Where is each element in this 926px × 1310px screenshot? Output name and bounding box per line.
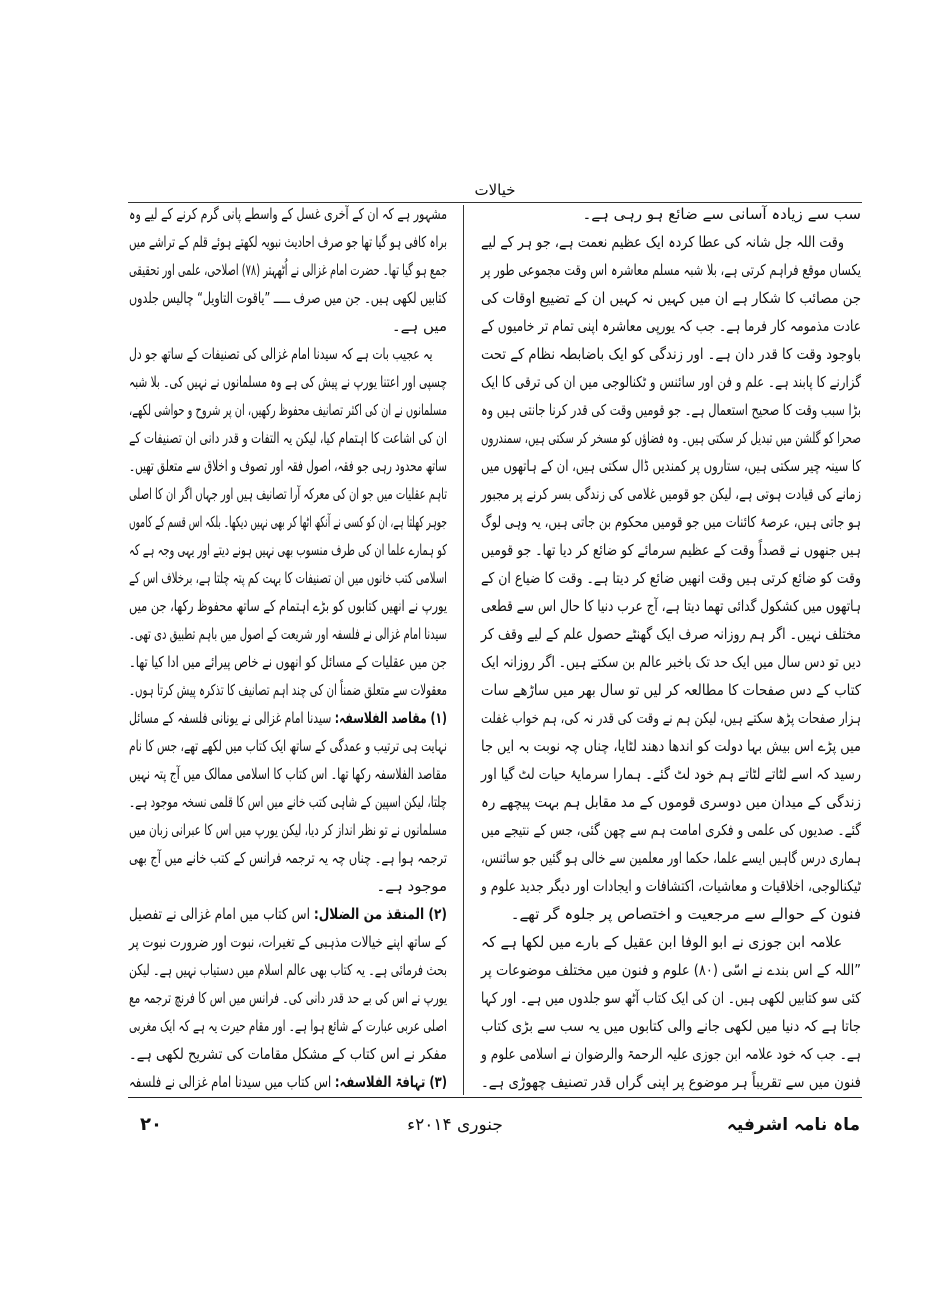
text-line: براہ کافی ہو گیا تھا جو صرف احادیث نبویہ لکھتے ہوئے قلم کے تراشے میں [129,233,448,251]
text-line: جوہر کھلتا ہے، ان کو کسی نے آنکھ اٹھا کر بھی نہیں دیکھا۔ بلکہ اس قسم کے کاموں [129,513,447,531]
text-line: معقولات سے متعلق ضمناً ان کی چند اہم تصانیف کا تذکرہ پیش کرتا ہوں۔ [128,681,447,699]
section-heading: (۳) تہافۃ الفلاسفہ: [334,1073,447,1091]
text-line: ہے۔ جب کہ خود علامہ ابن جوزی علیہ الرحمۃ والرضوان نے اسلامی علوم و [481,1045,861,1063]
text-line: زندگی کے میدان میں دوسری قوموں کے مد مقابل ہم بہت پیچھے رہ [481,793,861,811]
text-line: مقاصد الفلاسفہ رکھا تھا۔ اس کتاب کا اسلامی ممالک میں آج پتہ نہیں [129,765,447,783]
text-line: مسلمانوں نے ان کی اکثر تصانیف محفوظ رکھیں، ان پر شروح و حواشی لکھے، [128,401,447,419]
text-line: بڑا سبب وقت کا صحیح استعمال ہے۔ جو قومیں وقت کی قدر کرنا جانتی ہیں وہ [481,401,861,419]
section-heading: (۲) المنقذ من الضلال: [313,905,447,923]
text-line: بحث فرمائی ہے۔ یہ کتاب بھی عالم اسلام میں دستیاب نہیں ہے۔ لیکن [128,961,447,979]
text-line: علامہ ابن جوزی نے ابو الوفا ابن عقیل کے بارے میں لکھا ہے کہ [481,933,843,951]
page-number: ۲۰ [140,1114,162,1135]
text-line: ہاتھوں میں کشکول گدائی تھما دیتا ہے، آج عرب دنیا کا حال اس سے قطعی [481,597,861,615]
text-line: کتاب کے دس صفحات کا مطالعہ کر لیں تو سال بھر میں ساڑھے سات [481,681,861,699]
text-line: ساتھ محدود رہی جو فقہ، اصول فقہ اور تصوف و اخلاق سے متعلق تھیں۔ [129,457,447,475]
text-line: چسپی اور اعتنا یورپ نے پیش کی ہے وہ مسلمانوں نے نہیں کی۔ بلا شبہ [129,373,447,391]
text-line: ہزار صفحات پڑھ سکتے ہیں، لیکن ہم نے وقت کی قدر نہ کی، ہم خواب غفلت [481,709,861,727]
text-line-body: سیدنا امام غزالی نے یونانی فلسفہ کے مسائل [129,709,332,727]
text-line: اصلی عربی عبارت کے شائع ہوا ہے۔ اور مقام حیرت یہ ہے کہ ایک مغربی [129,1017,447,1035]
text-line: وقت اللہ جل شانہ کی عطا کردہ ایک عظیم نعمت ہے، جو ہر کے لیے [481,233,845,251]
text-line: کئی سو کتابیں لکھی ہیں۔ ان کی ایک کتاب آٹھ سو جلدوں میں ہے۔ اور کہا [481,989,861,1007]
text-line: باوجود وقت کا قدر دان ہے۔ اور زندگی کو ایک باضابطہ نظام کے تحت [481,345,861,363]
text-line: میں پڑے اس بیش بہا دولت کو اندھا دھند لٹایا، چناں چہ نوبت بہ ایں جا [480,737,861,755]
section-heading-line [129,1068,447,1096]
text-line: ٹیکنالوجی، اخلاقیات و معاشیات، اکتشافات و ایجادات اور دیگر جدید علوم و [481,877,861,895]
text-line: جن میں عقلیات کے مسائل کو انھوں نے خاص پیرائے میں ادا کیا تھا۔ [129,653,447,671]
text-line: فنون کے حوالے سے مرجعیت و اختصاص پر جلوہ گر تھے۔ [510,905,861,923]
text-line: کتابیں لکھی ہیں۔ جن میں صرف ـــــ ”یاقوت التاویل“ چالیس جلدوں [129,289,447,307]
text-line: ان کی اشاعت کا اہتمام کیا، لیکن یہ التفات و قدر دانی ان تصنیفات کے [129,429,447,447]
text-line: نہایت ہی ترتیب و عمدگی کے ساتھ ایک کتاب میں لکھے تھے، جس کا نام [129,737,447,755]
text-line: اسلامی کتب خانوں میں ان تصنیفات کا بہت کم پتہ چلتا ہے، برخلاف اس کے [129,569,447,587]
text-line: رسید کہ اسے لٹاتے لٹاتے ہم خود لٹ گئے۔ ہمارا سرمایۂ حیات لٹ گیا اور [481,765,861,783]
text-line: ہو جاتی ہیں، عرصۂ کائنات میں جو قومیں محکوم بن جاتی ہیں، یہ وہی لوگ [481,513,861,531]
text-line: زمانے کی قیادت ہوتی ہے، لیکن جو قومیں غلامی کی زندگی بسر کرنے پر مجبور [481,485,861,503]
text-line: گئے۔ صدیوں کی علمی و فکری امامت ہم سے چھن گئی، جس کے نتیجے میں [481,821,861,839]
right-column [481,200,861,1096]
text-line: ”اللہ کے اس بندے نے اسّی (۸۰) علوم و فنون میں مختلف موضوعات پر [481,961,861,979]
text-line: ہماری درس گاہیں ایسے علما، حکما اور معلمین سے خالی ہو گئیں جو سائنس، [481,849,861,867]
section-heading-line [129,900,447,928]
text-line: گزارنے کا پابند ہے۔ علم و فن اور سائنس و ٹکنالوجی میں ان کی ترقی کا ایک [481,373,861,391]
text-line: جن مصائب کا شکار ہے ان میں کہیں نہ کہیں ان کے تضییع اوقات کی [481,289,861,307]
section-heading: (۱) مقاصد الفلاسفہ: [334,709,447,727]
text-line: تاہم عقلیات میں جو ان کی معرکہ آرا تصانیف ہیں اور جہاں اگر ان کا اصلی [129,485,447,503]
text-line: وقت کو ضائع کرتی ہیں وقت انھیں ضائع کر دیتا ہے۔ وقت کا ضیاع ان کے [481,569,861,587]
text-line: سیدنا امام غزالی نے فلسفہ اور شریعت کے اصول میں باہم تطبیق دی تھی۔ [129,625,447,643]
text-line: یورپ نے اس کی بے حد قدر دانی کی۔ فرانس میں اس کا فرنچ ترجمہ مع [129,989,447,1007]
text-line: یورپ نے انھیں کتابوں کو بڑے اہتمام کے ساتھ محفوظ رکھا، جن میں [129,597,448,615]
text-line: مختلف نہیں۔ اگر ہم روزانہ صرف ایک گھنٹے حصول علم کے لیے وقف کر [481,625,861,643]
section-heading-line [129,704,447,732]
text-line: کے ساتھ اپنے خیالات مذہبی کے تغیرات، نبوت اور ضرورت نبوت پر [129,933,447,951]
text-line: مسلمانوں نے تو نظر انداز کر دیا، لیکن یورپ میں اس کا عبرانی زبان میں [129,821,447,839]
text-line: مشہور ہے کہ ان کے آخری غسل کے واسطے پانی گرم کرنے کے لیے وہ [129,205,447,223]
text-line: دیں تو دس سال میں ایک حد تک باخبر عالم بن سکتے ہیں۔ اگر روزانہ ایک [481,653,861,671]
text-line: عادت مذمومہ کار فرما ہے۔ جب کہ یورپی معاشرہ اپنی تمام تر خامیوں کے [481,317,861,335]
text-line: ترجمہ ہوا ہے۔ چناں چہ یہ ترجمہ فرانس کے کتب خانے میں آج بھی [129,849,447,867]
text-line-body: اس کتاب میں امام غزالی نے تفصیل [129,905,310,923]
text-line: ہیں جنھوں نے قصداً وقت کے عظیم سرمائے کو ضائع کر دیا تھا۔ جو قومیں [481,541,861,559]
magazine-name: ماہ نامہ اشرفیہ [726,1115,860,1135]
text-line: سب سے زیادہ آسانی سے ضائع ہو رہی ہے۔ [582,205,861,223]
text-line: موجود ہے۔ [376,877,447,895]
text-line: مفکر نے اس کتاب کے مشکل مقامات کی تشریح لکھی ہے۔ [129,1045,447,1063]
text-line: جمع ہو گیا تھا۔ حضرت امام غزالی نے اُٹھہتر (۷۸) اصلاحی، علمی اور تحقیقی [129,261,447,279]
text-line-body: اس کتاب میں سیدنا امام غزالی نے فلسفہ [129,1073,332,1091]
left-column [129,200,447,1096]
text-line: میں ہے۔ [391,317,447,335]
text-line: یہ عجیب بات ہے کہ سیدنا امام غزالی کی تصنیفات کے ساتھ جو دل [129,345,433,363]
text-line: صحرا کو گلشن میں تبدیل کر سکتی ہیں۔ وہ فضاؤں کو مسخر کر سکتی ہیں، سمندروں [481,429,861,447]
issue-date: جنوری ۲۰۱۴ء [407,1115,503,1135]
footer-rule [128,1097,862,1098]
column-divider [463,205,464,1095]
text-line: چلتا، لیکن اسپین کے شاہی کتب خانے میں اس کا قلمی نسخہ موجود ہے۔ [129,793,447,811]
text-line: جاتا ہے کہ دنیا میں لکھی جانے والی کتابوں میں یہ سب سے بڑی کتاب [481,1017,861,1035]
text-line: کو ہمارے علما ان کی طرف منسوب بھی نہیں ہونے دیتے اور یہی وجہ ہے کہ [129,541,447,559]
text-line: فنون میں سے تقریباً ہر موضوع پر اپنی گراں قدر تصنیف چھوڑی ہے۔ [481,1073,861,1091]
text-line: یکساں موقع فراہم کرتی ہے، بلا شبہ مسلم معاشرہ اس وقت مجموعی طور پر [481,261,861,279]
section-title: خیالات [474,181,516,199]
text-line: کا سینہ چیر سکتی ہیں، ستاروں پر کمندیں ڈال سکتی ہیں، ان کے ہاتھوں میں [481,457,861,475]
